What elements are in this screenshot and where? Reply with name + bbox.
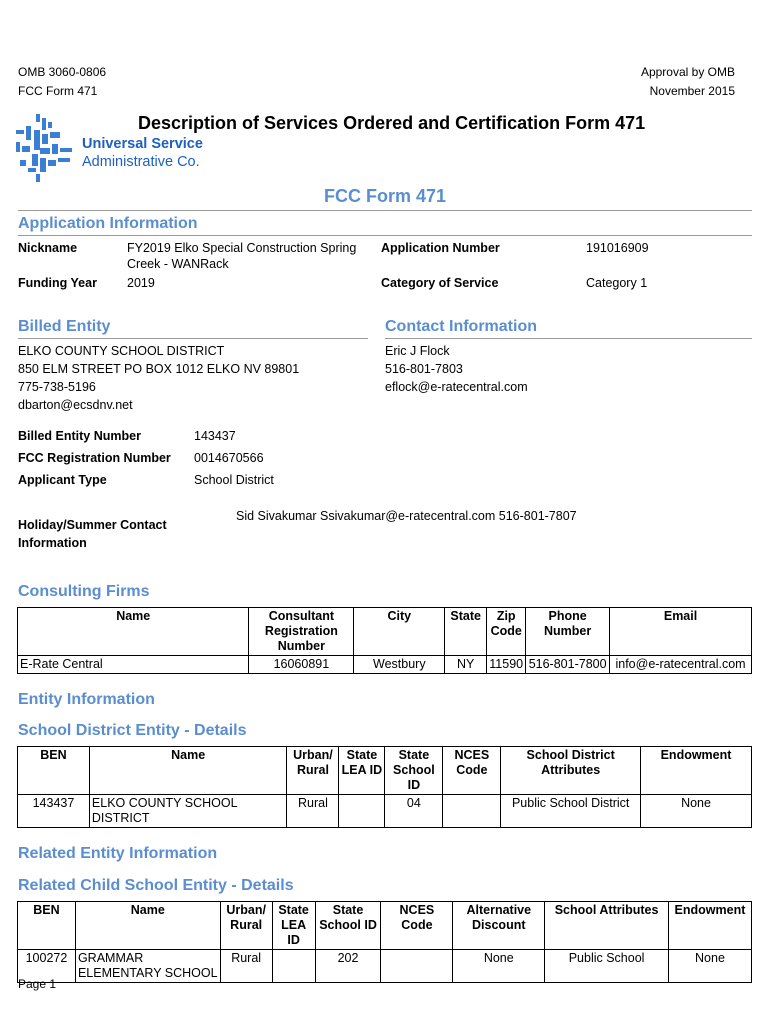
col-name: Name: [89, 747, 287, 795]
cell-state: NY: [445, 656, 487, 674]
ben-label: Billed Entity Number: [18, 429, 141, 443]
table-row: [18, 795, 752, 828]
cell-state-school-id: 202: [315, 950, 381, 983]
col-state-lea-id: State LEA ID: [339, 747, 385, 795]
form-number: FCC Form 471: [18, 84, 98, 98]
billed-entity-address: 850 ELM STREET PO BOX 1012 ELKO NV 89801: [18, 362, 300, 376]
application-number-label: Application Number: [381, 241, 500, 255]
cell-city: Westbury: [354, 656, 445, 674]
table-row: [18, 656, 752, 674]
cell-school-attributes: Public School: [545, 950, 669, 983]
contact-phone: 516-801-7803: [385, 362, 463, 376]
col-state-school-id: State School ID: [385, 747, 443, 795]
col-state-school-id: State School ID: [315, 902, 381, 950]
col-nces-code: NCES Code: [443, 747, 501, 795]
entity-info-heading: Entity Information: [18, 691, 155, 708]
approval-date: November 2015: [649, 84, 735, 98]
usac-logo-mark-icon: [14, 112, 76, 184]
cell-name: ELKO COUNTY SCHOOL DISTRICT: [89, 795, 287, 828]
table-row: [18, 950, 752, 983]
col-district-attributes: School District Attributes: [501, 747, 641, 795]
category-label: Category of Service: [381, 276, 499, 290]
form-title: FCC Form 471: [323, 186, 447, 206]
col-city: City: [354, 608, 445, 656]
cell-zip: 11590: [487, 656, 526, 674]
holiday-contact-value: Sid Sivakumar Ssivakumar@e-ratecentral.com 516-801-7807: [236, 509, 577, 523]
cell-nces-code: [381, 950, 453, 983]
title-divider: [18, 210, 752, 211]
application-divider: [18, 235, 752, 236]
cell-endowment: None: [641, 795, 752, 828]
cell-district-attributes: Public School District: [501, 795, 641, 828]
omb-number: OMB 3060-0806: [18, 65, 107, 79]
col-zip: Zip Code: [487, 608, 526, 656]
col-ben: BEN: [18, 747, 90, 795]
page-number: Page 1: [18, 977, 57, 991]
col-ben: BEN: [18, 902, 76, 950]
col-school-attributes: School Attributes: [545, 902, 669, 950]
contact-email: eflock@e-ratecentral.com: [385, 380, 528, 394]
cell-endowment: None: [668, 950, 751, 983]
cell-urban-rural: Rural: [287, 795, 339, 828]
holiday-contact-label-2: Information: [18, 536, 87, 550]
related-entity-heading: Related Entity Information: [18, 845, 218, 862]
cell-phone: 516-801-7800: [526, 656, 610, 674]
contact-divider: [385, 338, 752, 339]
billed-entity-email: dbarton@ecsdnv.net: [18, 398, 133, 412]
col-email: Email: [610, 608, 752, 656]
holiday-contact-label-1: Holiday/Summer Contact: [18, 518, 167, 532]
col-phone: Phone Number: [526, 608, 610, 656]
cell-nces-code: [443, 795, 501, 828]
application-info-heading: Application Information: [18, 215, 198, 232]
billed-entity-divider: [18, 338, 368, 339]
cell-alternative-discount: None: [453, 950, 545, 983]
category-value: Category 1: [586, 276, 648, 290]
col-urban-rural: Urban/ Rural: [287, 747, 339, 795]
ben-value: 143437: [194, 429, 236, 443]
col-name: Name: [18, 608, 249, 656]
nickname-value-2: Creek - WANRack: [127, 257, 229, 271]
related-child-heading: Related Child School Entity - Details: [18, 877, 294, 894]
col-nces-code: NCES Code: [381, 902, 453, 950]
cell-name: E-Rate Central: [18, 656, 249, 674]
application-number: 191016909: [586, 241, 649, 255]
col-endowment: Endowment: [668, 902, 751, 950]
table-header-row: [18, 747, 752, 795]
cell-registration: 16060891: [249, 656, 354, 674]
funding-year: 2019: [127, 276, 155, 290]
funding-year-label: Funding Year: [18, 276, 97, 290]
related-child-table: [17, 901, 752, 983]
school-district-heading: School District Entity - Details: [18, 722, 247, 739]
fcc-registration-value: 0014670566: [194, 451, 264, 465]
nickname-label: Nickname: [18, 241, 78, 255]
omb-approval: Approval by OMB: [640, 65, 735, 79]
col-state: State: [445, 608, 487, 656]
col-urban-rural: Urban/ Rural: [220, 902, 272, 950]
col-name: Name: [75, 902, 220, 950]
col-state-lea-id: State LEA ID: [272, 902, 315, 950]
fcc-registration-label: FCC Registration Number: [18, 451, 171, 465]
col-consultant-registration: Consultant Registration Number: [249, 608, 354, 656]
cell-state-lea-id: [272, 950, 315, 983]
billed-entity-name: ELKO COUNTY SCHOOL DISTRICT: [18, 344, 225, 358]
contact-name: Eric J Flock: [385, 344, 450, 358]
logo-line-2: Administrative Co.: [82, 154, 200, 170]
table-header-row: [18, 608, 752, 656]
cell-name: GRAMMAR ELEMENTARY SCHOOL: [75, 950, 220, 983]
consulting-firms-table: [17, 607, 752, 674]
applicant-type-value: School District: [194, 473, 274, 487]
applicant-type-label: Applicant Type: [18, 473, 107, 487]
col-endowment: Endowment: [641, 747, 752, 795]
cell-ben: 100272: [18, 950, 76, 983]
logo-line-1: Universal Service: [82, 136, 203, 152]
contact-info-heading: Contact Information: [385, 318, 537, 335]
billed-entity-heading: Billed Entity: [18, 318, 111, 335]
document-title: Description of Services Ordered and Certification Form 471: [138, 113, 646, 133]
nickname-value-1: FY2019 Elko Special Construction Spring: [127, 241, 357, 255]
billed-entity-phone: 775-738-5196: [18, 380, 96, 394]
consulting-firms-heading: Consulting Firms: [18, 583, 150, 600]
cell-state-lea-id: [339, 795, 385, 828]
school-district-table: [17, 746, 752, 828]
cell-urban-rural: Rural: [220, 950, 272, 983]
table-header-row: [18, 902, 752, 950]
cell-state-school-id: 04: [385, 795, 443, 828]
cell-ben: 143437: [18, 795, 90, 828]
col-alternative-discount: Alternative Discount: [453, 902, 545, 950]
cell-email: info@e-ratecentral.com: [610, 656, 752, 674]
